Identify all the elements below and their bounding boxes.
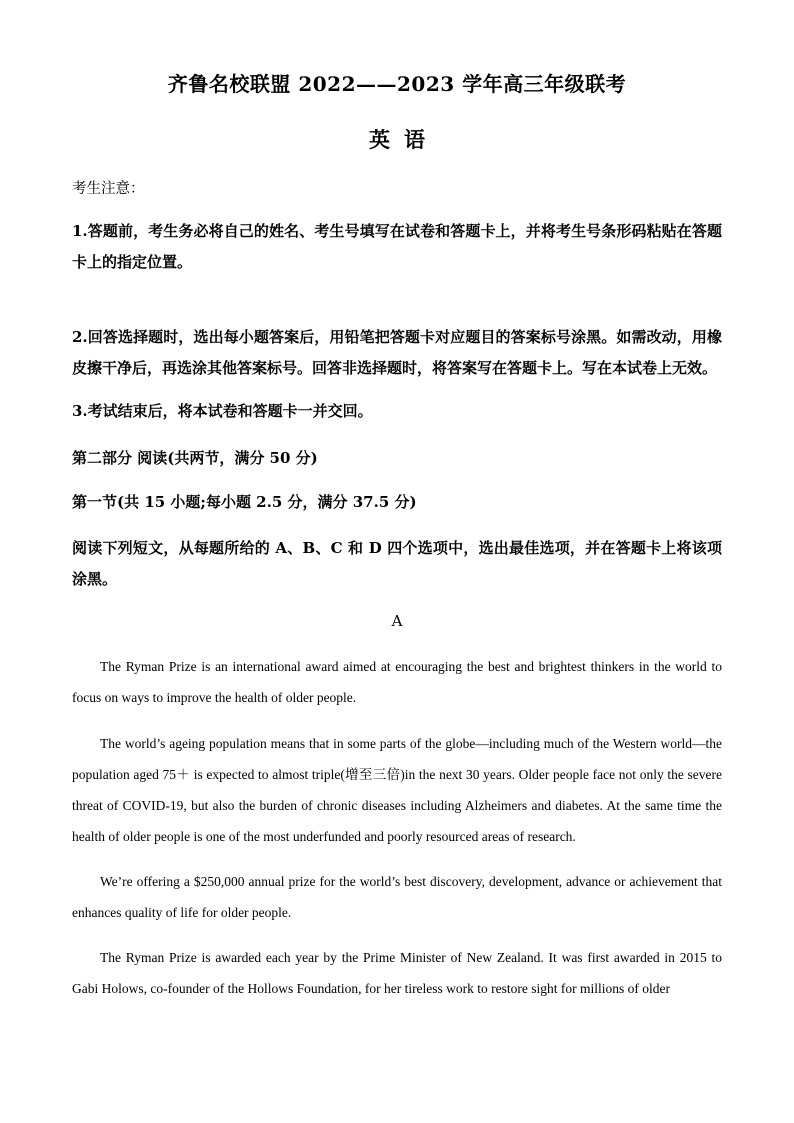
exam-title: 齐鲁名校联盟 2022——2023 学年高三年级联考 <box>167 72 627 96</box>
passage-paragraph-3: We’re offering a $250,000 annual prize for the world’s best discovery, development, advance or achievement that enhances quality of life for older people. <box>72 874 722 920</box>
notice-item-3: 3.考试结束后，将本试卷和答题卡一并交回。 <box>72 402 373 420</box>
notice-heading: 考生注意： <box>72 181 145 197</box>
notice-item-2: 2.回答选择题时，选出每小题答案后，用铅笔把答题卡对应题目的答案标号涂黑。如需改动，用橡皮擦干净后，再选涂其他答案标号。回答非选择题时，将答案写在答题卡上。写在本试卷上无效。 <box>72 328 722 377</box>
section-subpart-heading: 第一节(共 15 小题;每小题 2.5 分，满分 37.5 分) <box>72 493 417 511</box>
reading-instruction: 阅读下列短文，从每题所给的 A、B、C 和 D 四个选项中，选出最佳选项，并在答题卡上将该项涂黑。 <box>72 539 722 588</box>
passage-label: A <box>391 612 403 630</box>
section-part-heading: 第二部分 阅读(共两节，满分 50 分) <box>72 449 318 467</box>
passage-paragraph-4: The Ryman Prize is awarded each year by the Prime Minister of New Zealand. It was first awarded in 2015 to Gabi Holows, co-founder of the Hollows Foundation, for her tireless work to restore sight for millions of older <box>72 950 722 996</box>
passage-paragraph-1: The Ryman Prize is an international award aimed at encouraging the best and brightest thinkers in the world to focus on ways to improve the health of older people. <box>72 659 722 705</box>
exam-subject: 英语 <box>369 127 439 152</box>
notice-item-1: 1.答题前，考生务必将自己的姓名、考生号填写在试卷和答题卡上，并将考生号条形码粘贴在答题卡上的指定位置。 <box>72 222 722 271</box>
passage-paragraph-2: The world’s ageing population means that in some parts of the globe—including much of the Western world—the population aged 75＋ is expected to almost triple(增至三倍)in the next 30 years. Older people face not only the severe threat of COVID-19, but also the burden of chronic diseases including Alzheimers and diabetes. At the same time the health of older people is one of the most underfunded and poorly resourced areas of research. <box>72 736 722 844</box>
